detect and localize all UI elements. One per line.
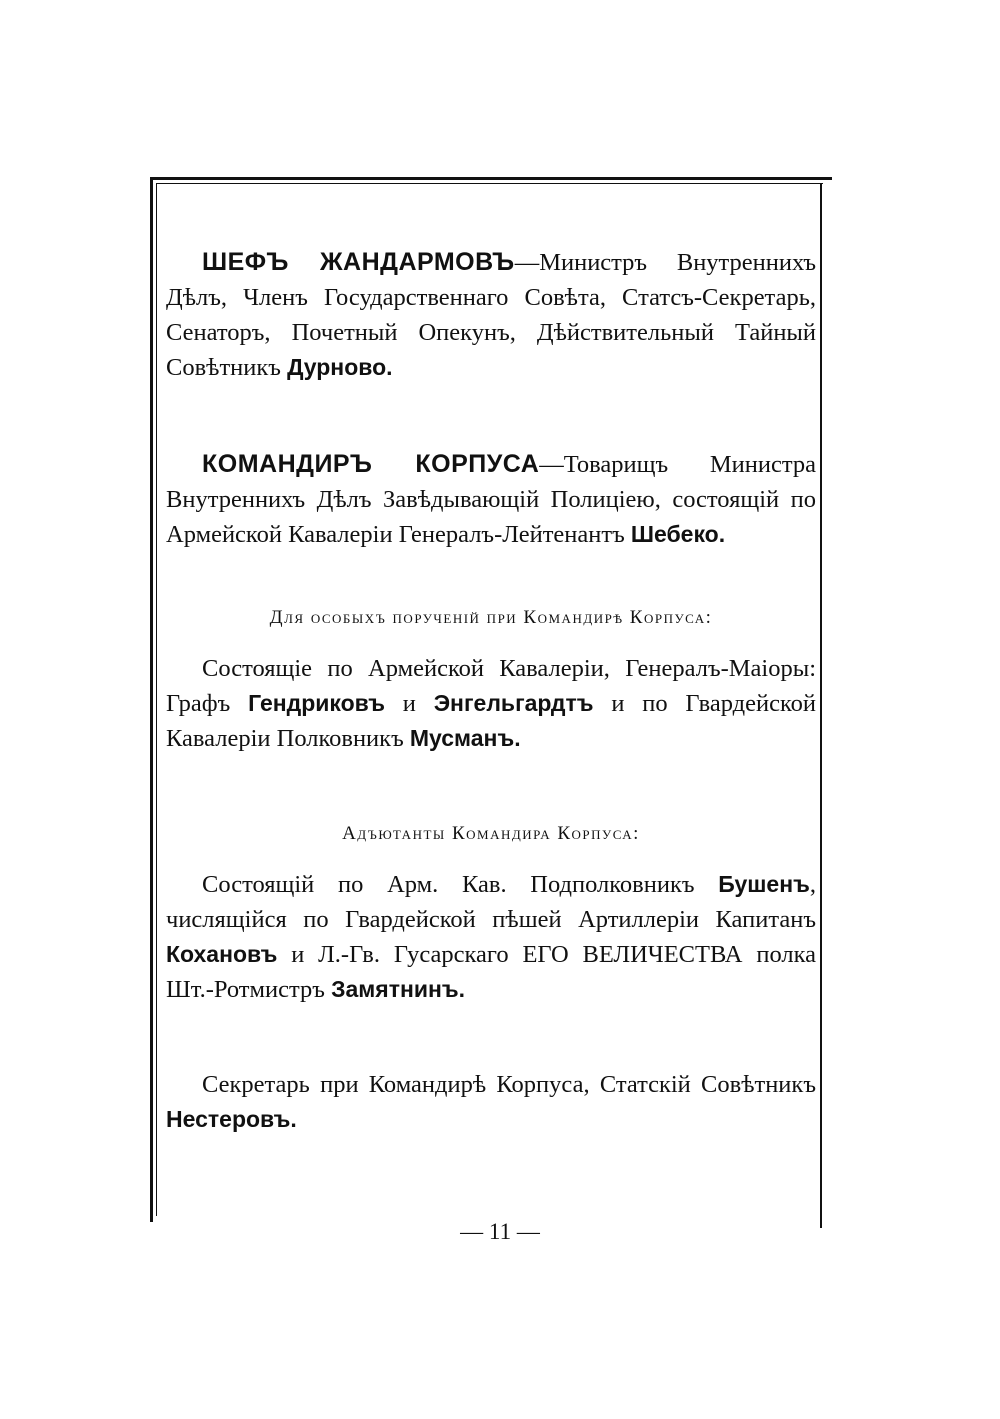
paragraph-special-assignments bbox=[166, 651, 816, 756]
adjutants-text-2: , числящійся по Гвардейской пѣшей Артиллеріи Капитанъ bbox=[166, 871, 816, 933]
commander-name: Шебеко. bbox=[630, 521, 726, 547]
special-text-3: и по Гвардейской Кавалеріи Полковникъ bbox=[166, 690, 816, 752]
special-text-2: и bbox=[385, 690, 434, 717]
secretary-name: Нестеровъ. bbox=[166, 1106, 297, 1132]
page-content bbox=[166, 245, 816, 1137]
heading-adjutants: Адъютанты Командира Корпуса: bbox=[342, 823, 640, 844]
paragraph-corps-commander bbox=[166, 447, 816, 552]
commander-text: —Товарищъ Министра Внутреннихъ Дѣлъ Завѣдывающій Полиціею, состоящій по Армейской Кавалеріи Генералъ-Лейтенантъ bbox=[166, 451, 816, 548]
special-name-3: Мусманъ. bbox=[409, 725, 521, 751]
special-text-1: Состоящіе по Армейской Кавалеріи, Генералъ-Маіоры: Графъ bbox=[166, 655, 816, 717]
chief-text: —Министръ Внутреннихъ Дѣлъ, Членъ Государственнаго Совѣта, Статсъ-Секретарь, Сенаторъ, Почетный Опекунъ, Дѣйствительный Тайный Совѣтникъ bbox=[166, 249, 816, 381]
special-name-2: Энгельгардтъ bbox=[433, 690, 594, 716]
special-name-1: Гендриковъ bbox=[248, 690, 386, 716]
chief-title: ШЕФЪ ЖАНДАРМОВЪ bbox=[202, 248, 515, 276]
page-frame-right bbox=[820, 183, 822, 1228]
adjutants-text-3: и Л.-Гв. Гусарскаго ЕГО ВЕЛИЧЕСТВА полка Шт.-Ротмистръ bbox=[166, 941, 816, 1003]
adjutants-name-2: Кохановъ bbox=[166, 941, 278, 967]
commander-title: КОМАНДИРЪ КОРПУСА bbox=[202, 450, 540, 478]
heading-special-assignments: Для особыхъ порученій при Командирѣ Корпуса: bbox=[269, 607, 713, 628]
paragraph-chief-of-gendarmes bbox=[166, 245, 816, 385]
adjutants-name-1: Бушенъ bbox=[718, 871, 810, 897]
adjutants-text-1: Состоящій по Арм. Кав. Подполковникъ bbox=[202, 871, 719, 898]
secretary-text: Секретарь при Командирѣ Корпуса, Статскій Совѣтникъ bbox=[202, 1071, 816, 1098]
paragraph-adjutants bbox=[166, 867, 816, 1007]
page-number: — 11 — bbox=[460, 1219, 540, 1244]
adjutants-name-3: Замятнинъ. bbox=[331, 976, 466, 1002]
paragraph-secretary bbox=[166, 1067, 816, 1137]
chief-name: Дурново. bbox=[287, 354, 393, 380]
